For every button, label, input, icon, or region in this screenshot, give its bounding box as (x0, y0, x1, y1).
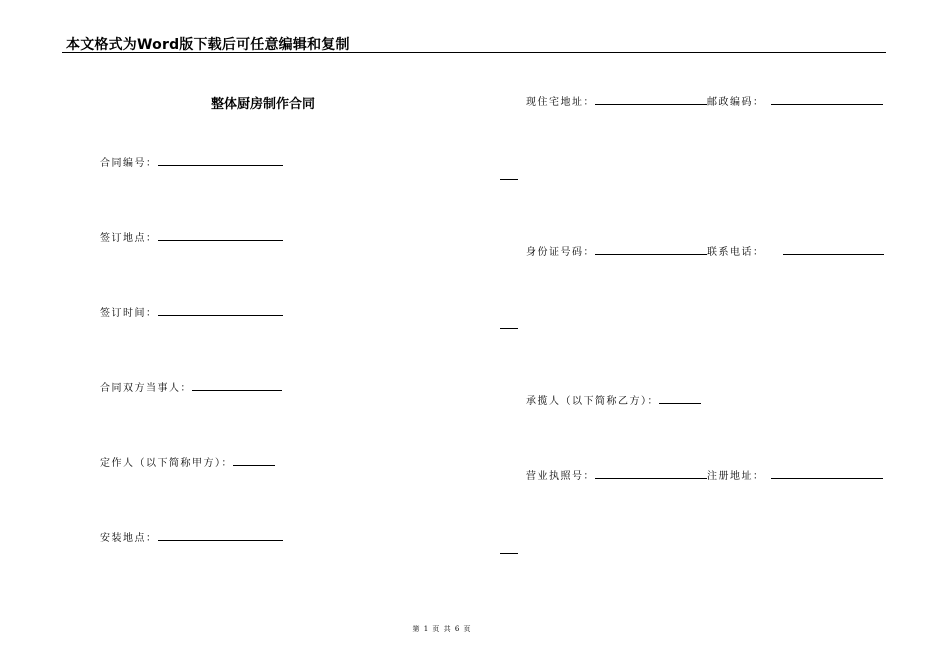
reg-address-blank[interactable] (771, 468, 883, 479)
contract-number-label: 合同编号： (100, 158, 158, 169)
party-b-field (526, 392, 701, 407)
signing-time-blank[interactable] (158, 305, 283, 316)
phone-label: 联系电话： (707, 247, 765, 258)
id-number-label: 身份证号码： (526, 247, 595, 258)
license-label: 营业执照号： (526, 471, 595, 482)
id-phone-field (526, 243, 884, 258)
address-continuation-line[interactable] (500, 179, 518, 180)
signing-time-label: 签订时间： (100, 308, 158, 319)
party-b-blank[interactable] (659, 393, 701, 404)
signing-time-field (100, 304, 283, 319)
header-divider (62, 52, 886, 53)
contract-number-field (100, 154, 283, 169)
phone-blank[interactable] (783, 244, 884, 255)
postcode-blank[interactable] (771, 94, 883, 105)
parties-field (100, 379, 282, 394)
parties-blank[interactable] (192, 380, 282, 391)
page-number: 第 1 页 共 6 页 (412, 625, 472, 633)
page-header: 本文格式为Word版下载后可任意编辑和复制 (66, 37, 350, 53)
party-a-label: 定作人（以下简称甲方）： (100, 458, 233, 469)
install-location-label: 安装地点： (100, 533, 158, 544)
signing-place-label: 签订地点： (100, 233, 158, 244)
license-blank[interactable] (595, 468, 707, 479)
postcode-label: 邮政编码： (707, 97, 765, 108)
license-field (526, 467, 883, 482)
install-location-field (100, 529, 283, 544)
document-title: 整体厨房制作合同 (210, 97, 315, 112)
id-continuation-line[interactable] (500, 328, 518, 329)
license-continuation-line[interactable] (500, 553, 518, 554)
address-label: 现住宅地址： (526, 97, 595, 108)
signing-place-blank[interactable] (158, 230, 283, 241)
parties-label: 合同双方当事人： (100, 383, 192, 394)
address-blank[interactable] (595, 94, 707, 105)
reg-address-label: 注册地址： (707, 471, 765, 482)
install-location-blank[interactable] (158, 530, 283, 541)
party-b-label: 承揽人（以下简称乙方）： (526, 396, 659, 407)
id-number-blank[interactable] (595, 244, 707, 255)
address-field (526, 93, 883, 108)
signing-place-field (100, 229, 283, 244)
contract-number-blank[interactable] (158, 155, 283, 166)
party-a-field (100, 454, 275, 469)
party-a-blank[interactable] (233, 455, 275, 466)
